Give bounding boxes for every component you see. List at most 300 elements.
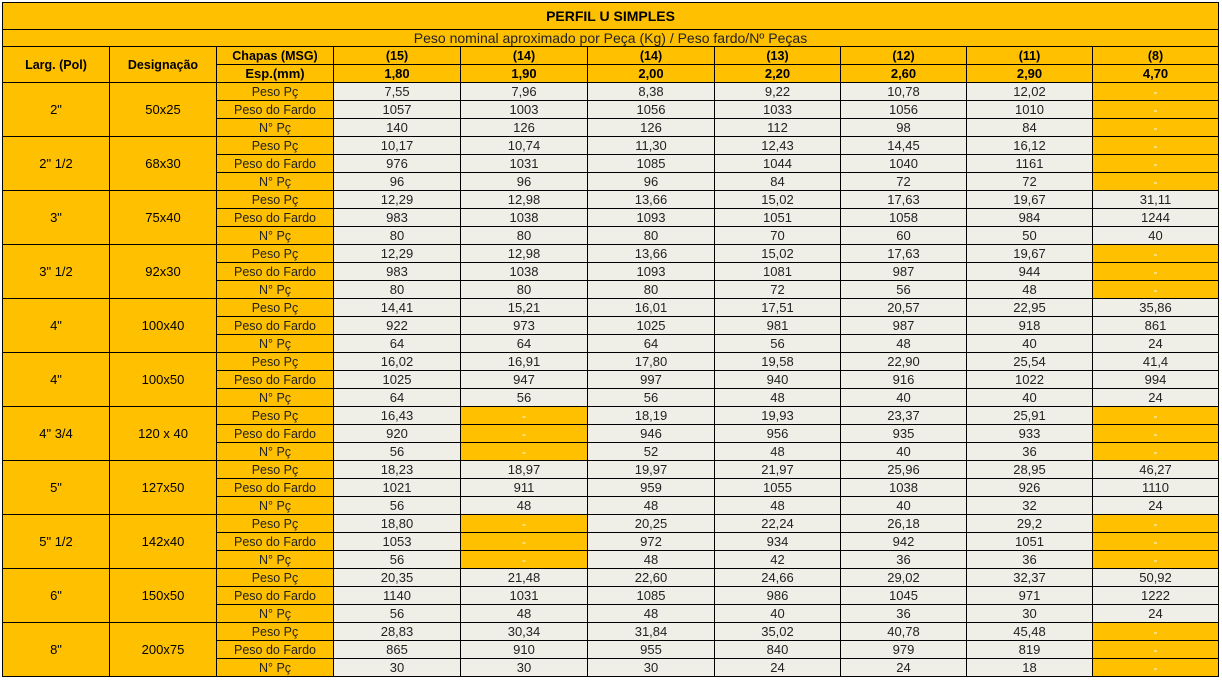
value-cell: 24 xyxy=(1093,605,1219,623)
designation-cell: 100x40 xyxy=(110,299,217,353)
value-cell: 31,84 xyxy=(588,623,715,641)
value-cell: 32 xyxy=(967,497,1093,515)
value-cell: 865 xyxy=(334,641,461,659)
value-cell: 934 xyxy=(715,533,841,551)
value-cell: 72 xyxy=(715,281,841,299)
unavailable-cell: - xyxy=(1093,137,1219,155)
value-cell: 25,54 xyxy=(967,353,1093,371)
row-label-cell: Peso Pç xyxy=(217,623,334,641)
value-cell: 25,96 xyxy=(841,461,967,479)
thickness-header: 2,20 xyxy=(715,65,841,83)
larg-header: Larg. (Pol) xyxy=(3,47,110,83)
value-cell: 64 xyxy=(588,335,715,353)
value-cell: 48 xyxy=(588,605,715,623)
designation-header: Designação xyxy=(110,47,217,83)
value-cell: 46,27 xyxy=(1093,461,1219,479)
value-cell: 1081 xyxy=(715,263,841,281)
unavailable-cell: - xyxy=(1093,155,1219,173)
value-cell: 920 xyxy=(334,425,461,443)
value-cell: 48 xyxy=(841,335,967,353)
value-cell: 24 xyxy=(1093,389,1219,407)
table-row xyxy=(3,245,1219,263)
row-label-cell: Peso do Fardo xyxy=(217,533,334,551)
table-row xyxy=(3,515,1219,533)
value-cell: 14,45 xyxy=(841,137,967,155)
value-cell: 1051 xyxy=(715,209,841,227)
value-cell: 1038 xyxy=(841,479,967,497)
value-cell: 1053 xyxy=(334,533,461,551)
value-cell: 31,11 xyxy=(1093,191,1219,209)
value-cell: 935 xyxy=(841,425,967,443)
row-label-cell: N° Pç xyxy=(217,173,334,191)
table-row xyxy=(3,137,1219,155)
value-cell: 840 xyxy=(715,641,841,659)
value-cell: 987 xyxy=(841,263,967,281)
table-row xyxy=(3,623,1219,641)
value-cell: 48 xyxy=(588,497,715,515)
value-cell: 41,4 xyxy=(1093,353,1219,371)
value-cell: 1040 xyxy=(841,155,967,173)
row-label-cell: Peso do Fardo xyxy=(217,317,334,335)
value-cell: 126 xyxy=(588,119,715,137)
gauge-header: (14) xyxy=(588,47,715,65)
value-cell: 35,86 xyxy=(1093,299,1219,317)
value-cell: 15,02 xyxy=(715,191,841,209)
value-cell: 1057 xyxy=(334,101,461,119)
table-row xyxy=(3,83,1219,101)
value-cell: 15,21 xyxy=(461,299,588,317)
value-cell: 36 xyxy=(841,551,967,569)
value-cell: 56 xyxy=(334,551,461,569)
value-cell: 48 xyxy=(715,389,841,407)
value-cell: 22,95 xyxy=(967,299,1093,317)
gauge-header: (12) xyxy=(841,47,967,65)
value-cell: 1140 xyxy=(334,587,461,605)
value-cell: 976 xyxy=(334,155,461,173)
value-cell: 29,02 xyxy=(841,569,967,587)
value-cell: 1038 xyxy=(461,263,588,281)
value-cell: 25,91 xyxy=(967,407,1093,425)
value-cell: 36 xyxy=(841,605,967,623)
row-label-cell: Peso do Fardo xyxy=(217,641,334,659)
value-cell: 1093 xyxy=(588,209,715,227)
value-cell: 12,02 xyxy=(967,83,1093,101)
value-cell: 64 xyxy=(334,335,461,353)
value-cell: 56 xyxy=(715,335,841,353)
value-cell: 10,78 xyxy=(841,83,967,101)
value-cell: 48 xyxy=(715,443,841,461)
value-cell: 98 xyxy=(841,119,967,137)
designation-cell: 68x30 xyxy=(110,137,217,191)
value-cell: 96 xyxy=(334,173,461,191)
value-cell: 13,66 xyxy=(588,245,715,263)
value-cell: 1110 xyxy=(1093,479,1219,497)
table-row xyxy=(3,407,1219,425)
unavailable-cell: - xyxy=(1093,533,1219,551)
value-cell: 24 xyxy=(1093,497,1219,515)
value-cell: 80 xyxy=(461,281,588,299)
value-cell: 72 xyxy=(841,173,967,191)
value-cell: 17,51 xyxy=(715,299,841,317)
value-cell: 84 xyxy=(715,173,841,191)
value-cell: 10,17 xyxy=(334,137,461,155)
row-label-cell: Peso Pç xyxy=(217,461,334,479)
value-cell: 40 xyxy=(1093,227,1219,245)
value-cell: 32,37 xyxy=(967,569,1093,587)
value-cell: 1244 xyxy=(1093,209,1219,227)
value-cell: 56 xyxy=(334,443,461,461)
perfil-table xyxy=(2,2,1219,677)
row-label-cell: Peso Pç xyxy=(217,569,334,587)
value-cell: 56 xyxy=(841,281,967,299)
esp-header: Esp.(mm) xyxy=(217,65,334,83)
row-label-cell: Peso do Fardo xyxy=(217,209,334,227)
table-row xyxy=(3,299,1219,317)
value-cell: 24 xyxy=(841,659,967,677)
value-cell: 48 xyxy=(588,551,715,569)
unavailable-cell: - xyxy=(461,515,588,533)
value-cell: 944 xyxy=(967,263,1093,281)
table-title: PERFIL U SIMPLES xyxy=(3,3,1219,30)
value-cell: 981 xyxy=(715,317,841,335)
value-cell: 946 xyxy=(588,425,715,443)
row-label-cell: N° Pç xyxy=(217,335,334,353)
value-cell: 940 xyxy=(715,371,841,389)
value-cell: 1056 xyxy=(588,101,715,119)
value-cell: 1025 xyxy=(588,317,715,335)
value-cell: 971 xyxy=(967,587,1093,605)
value-cell: 979 xyxy=(841,641,967,659)
unavailable-cell: - xyxy=(1093,659,1219,677)
value-cell: 1003 xyxy=(461,101,588,119)
row-label-cell: N° Pç xyxy=(217,281,334,299)
value-cell: 1085 xyxy=(588,587,715,605)
value-cell: 64 xyxy=(334,389,461,407)
value-cell: 28,83 xyxy=(334,623,461,641)
unavailable-cell: - xyxy=(1093,425,1219,443)
value-cell: 22,90 xyxy=(841,353,967,371)
unavailable-cell: - xyxy=(1093,119,1219,137)
value-cell: 16,91 xyxy=(461,353,588,371)
row-label-cell: Peso do Fardo xyxy=(217,587,334,605)
size-cell: 4" xyxy=(3,353,110,407)
row-label-cell: Peso Pç xyxy=(217,299,334,317)
value-cell: 983 xyxy=(334,263,461,281)
value-cell: 30 xyxy=(334,659,461,677)
size-cell: 5" 1/2 xyxy=(3,515,110,569)
value-cell: 30,34 xyxy=(461,623,588,641)
value-cell: 21,48 xyxy=(461,569,588,587)
value-cell: 140 xyxy=(334,119,461,137)
value-cell: 1010 xyxy=(967,101,1093,119)
value-cell: 861 xyxy=(1093,317,1219,335)
gauge-header: (13) xyxy=(715,47,841,65)
size-cell: 8" xyxy=(3,623,110,677)
value-cell: 819 xyxy=(967,641,1093,659)
value-cell: 12,29 xyxy=(334,191,461,209)
unavailable-cell: - xyxy=(1093,443,1219,461)
value-cell: 56 xyxy=(588,389,715,407)
gauge-header: (15) xyxy=(334,47,461,65)
value-cell: 956 xyxy=(715,425,841,443)
row-label-cell: Peso do Fardo xyxy=(217,425,334,443)
value-cell: 80 xyxy=(334,281,461,299)
value-cell: 84 xyxy=(967,119,1093,137)
value-cell: 984 xyxy=(967,209,1093,227)
value-cell: 1051 xyxy=(967,533,1093,551)
row-label-cell: Peso do Fardo xyxy=(217,479,334,497)
designation-cell: 75x40 xyxy=(110,191,217,245)
designation-cell: 127x50 xyxy=(110,461,217,515)
chapas-header: Chapas (MSG) xyxy=(217,47,334,65)
row-label-cell: Peso do Fardo xyxy=(217,263,334,281)
value-cell: 96 xyxy=(461,173,588,191)
value-cell: 40 xyxy=(715,605,841,623)
value-cell: 22,24 xyxy=(715,515,841,533)
size-cell: 4" 3/4 xyxy=(3,407,110,461)
unavailable-cell: - xyxy=(1093,515,1219,533)
value-cell: 80 xyxy=(461,227,588,245)
row-label-cell: Peso Pç xyxy=(217,83,334,101)
row-label-cell: Peso Pç xyxy=(217,407,334,425)
unavailable-cell: - xyxy=(461,443,588,461)
value-cell: 12,29 xyxy=(334,245,461,263)
value-cell: 1093 xyxy=(588,263,715,281)
value-cell: 997 xyxy=(588,371,715,389)
row-label-cell: N° Pç xyxy=(217,119,334,137)
gauge-header: (8) xyxy=(1093,47,1219,65)
value-cell: 7,55 xyxy=(334,83,461,101)
row-label-cell: N° Pç xyxy=(217,497,334,515)
value-cell: 13,66 xyxy=(588,191,715,209)
value-cell: 80 xyxy=(588,281,715,299)
value-cell: 40 xyxy=(841,497,967,515)
thickness-header: 2,90 xyxy=(967,65,1093,83)
value-cell: 12,98 xyxy=(461,191,588,209)
unavailable-cell: - xyxy=(461,551,588,569)
value-cell: 17,63 xyxy=(841,245,967,263)
value-cell: 24,66 xyxy=(715,569,841,587)
value-cell: 1161 xyxy=(967,155,1093,173)
value-cell: 1056 xyxy=(841,101,967,119)
designation-cell: 50x25 xyxy=(110,83,217,137)
gauge-header: (14) xyxy=(461,47,588,65)
value-cell: 60 xyxy=(841,227,967,245)
value-cell: 918 xyxy=(967,317,1093,335)
value-cell: 40 xyxy=(841,389,967,407)
value-cell: 36 xyxy=(967,551,1093,569)
value-cell: 96 xyxy=(588,173,715,191)
value-cell: 1025 xyxy=(334,371,461,389)
unavailable-cell: - xyxy=(461,425,588,443)
value-cell: 36 xyxy=(967,443,1093,461)
value-cell: 20,57 xyxy=(841,299,967,317)
value-cell: 1085 xyxy=(588,155,715,173)
value-cell: 994 xyxy=(1093,371,1219,389)
unavailable-cell: - xyxy=(461,533,588,551)
thickness-header: 1,80 xyxy=(334,65,461,83)
value-cell: 922 xyxy=(334,317,461,335)
table-subtitle: Peso nominal aproximado por Peça (Kg) / Peso fardo/Nº Peças xyxy=(3,30,1219,47)
value-cell: 70 xyxy=(715,227,841,245)
value-cell: 12,43 xyxy=(715,137,841,155)
value-cell: 18,80 xyxy=(334,515,461,533)
thickness-header: 2,00 xyxy=(588,65,715,83)
value-cell: 1031 xyxy=(461,155,588,173)
row-label-cell: N° Pç xyxy=(217,605,334,623)
row-label-cell: Peso Pç xyxy=(217,353,334,371)
size-cell: 4" xyxy=(3,299,110,353)
value-cell: 1021 xyxy=(334,479,461,497)
value-cell: 16,01 xyxy=(588,299,715,317)
value-cell: 80 xyxy=(334,227,461,245)
value-cell: 16,12 xyxy=(967,137,1093,155)
unavailable-cell: - xyxy=(1093,623,1219,641)
value-cell: 40 xyxy=(967,389,1093,407)
value-cell: 48 xyxy=(461,605,588,623)
table-row xyxy=(3,569,1219,587)
value-cell: 9,22 xyxy=(715,83,841,101)
value-cell: 18,19 xyxy=(588,407,715,425)
value-cell: 910 xyxy=(461,641,588,659)
value-cell: 1058 xyxy=(841,209,967,227)
value-cell: 40 xyxy=(967,335,1093,353)
row-label-cell: N° Pç xyxy=(217,389,334,407)
value-cell: 8,38 xyxy=(588,83,715,101)
size-cell: 6" xyxy=(3,569,110,623)
row-label-cell: Peso Pç xyxy=(217,515,334,533)
unavailable-cell: - xyxy=(1093,641,1219,659)
value-cell: 19,93 xyxy=(715,407,841,425)
value-cell: 911 xyxy=(461,479,588,497)
value-cell: 23,37 xyxy=(841,407,967,425)
value-cell: 80 xyxy=(588,227,715,245)
value-cell: 30 xyxy=(967,605,1093,623)
value-cell: 933 xyxy=(967,425,1093,443)
row-label-cell: Peso Pç xyxy=(217,137,334,155)
value-cell: 50,92 xyxy=(1093,569,1219,587)
row-label-cell: N° Pç xyxy=(217,551,334,569)
value-cell: 1038 xyxy=(461,209,588,227)
value-cell: 986 xyxy=(715,587,841,605)
value-cell: 947 xyxy=(461,371,588,389)
value-cell: 20,25 xyxy=(588,515,715,533)
value-cell: 18,97 xyxy=(461,461,588,479)
value-cell: 20,35 xyxy=(334,569,461,587)
row-label-cell: N° Pç xyxy=(217,443,334,461)
value-cell: 19,67 xyxy=(967,191,1093,209)
value-cell: 1044 xyxy=(715,155,841,173)
value-cell: 112 xyxy=(715,119,841,137)
value-cell: 56 xyxy=(334,497,461,515)
value-cell: 50 xyxy=(967,227,1093,245)
thickness-header: 2,60 xyxy=(841,65,967,83)
size-cell: 2" 1/2 xyxy=(3,137,110,191)
value-cell: 18 xyxy=(967,659,1093,677)
value-cell: 1045 xyxy=(841,587,967,605)
table-row xyxy=(3,191,1219,209)
row-label-cell: Peso Pç xyxy=(217,191,334,209)
value-cell: 983 xyxy=(334,209,461,227)
value-cell: 48 xyxy=(715,497,841,515)
value-cell: 1022 xyxy=(967,371,1093,389)
value-cell: 48 xyxy=(461,497,588,515)
size-cell: 2" xyxy=(3,83,110,137)
value-cell: 42 xyxy=(715,551,841,569)
value-cell: 7,96 xyxy=(461,83,588,101)
value-cell: 30 xyxy=(461,659,588,677)
table-wrapper xyxy=(2,2,1218,677)
row-label-cell: Peso do Fardo xyxy=(217,155,334,173)
value-cell: 40,78 xyxy=(841,623,967,641)
value-cell: 16,43 xyxy=(334,407,461,425)
value-cell: 987 xyxy=(841,317,967,335)
value-cell: 955 xyxy=(588,641,715,659)
designation-cell: 150x50 xyxy=(110,569,217,623)
unavailable-cell: - xyxy=(461,407,588,425)
value-cell: 959 xyxy=(588,479,715,497)
value-cell: 18,23 xyxy=(334,461,461,479)
value-cell: 19,58 xyxy=(715,353,841,371)
value-cell: 1055 xyxy=(715,479,841,497)
row-label-cell: N° Pç xyxy=(217,227,334,245)
value-cell: 48 xyxy=(967,281,1093,299)
value-cell: 926 xyxy=(967,479,1093,497)
unavailable-cell: - xyxy=(1093,173,1219,191)
value-cell: 28,95 xyxy=(967,461,1093,479)
value-cell: 1033 xyxy=(715,101,841,119)
row-label-cell: Peso Pç xyxy=(217,245,334,263)
unavailable-cell: - xyxy=(1093,281,1219,299)
value-cell: 45,48 xyxy=(967,623,1093,641)
value-cell: 56 xyxy=(461,389,588,407)
value-cell: 15,02 xyxy=(715,245,841,263)
value-cell: 29,2 xyxy=(967,515,1093,533)
value-cell: 35,02 xyxy=(715,623,841,641)
value-cell: 973 xyxy=(461,317,588,335)
size-cell: 5" xyxy=(3,461,110,515)
value-cell: 916 xyxy=(841,371,967,389)
table-row xyxy=(3,353,1219,371)
value-cell: 24 xyxy=(715,659,841,677)
unavailable-cell: - xyxy=(1093,551,1219,569)
value-cell: 19,67 xyxy=(967,245,1093,263)
row-label-cell: N° Pç xyxy=(217,659,334,677)
thickness-header: 1,90 xyxy=(461,65,588,83)
unavailable-cell: - xyxy=(1093,101,1219,119)
size-cell: 3" 1/2 xyxy=(3,245,110,299)
unavailable-cell: - xyxy=(1093,83,1219,101)
value-cell: 40 xyxy=(841,443,967,461)
value-cell: 24 xyxy=(1093,335,1219,353)
value-cell: 17,63 xyxy=(841,191,967,209)
value-cell: 52 xyxy=(588,443,715,461)
value-cell: 972 xyxy=(588,533,715,551)
value-cell: 19,97 xyxy=(588,461,715,479)
value-cell: 26,18 xyxy=(841,515,967,533)
size-cell: 3" xyxy=(3,191,110,245)
unavailable-cell: - xyxy=(1093,263,1219,281)
table-row xyxy=(3,461,1219,479)
value-cell: 72 xyxy=(967,173,1093,191)
value-cell: 21,97 xyxy=(715,461,841,479)
row-label-cell: Peso do Fardo xyxy=(217,371,334,389)
designation-cell: 142x40 xyxy=(110,515,217,569)
value-cell: 126 xyxy=(461,119,588,137)
value-cell: 11,30 xyxy=(588,137,715,155)
thickness-header: 4,70 xyxy=(1093,65,1219,83)
value-cell: 56 xyxy=(334,605,461,623)
